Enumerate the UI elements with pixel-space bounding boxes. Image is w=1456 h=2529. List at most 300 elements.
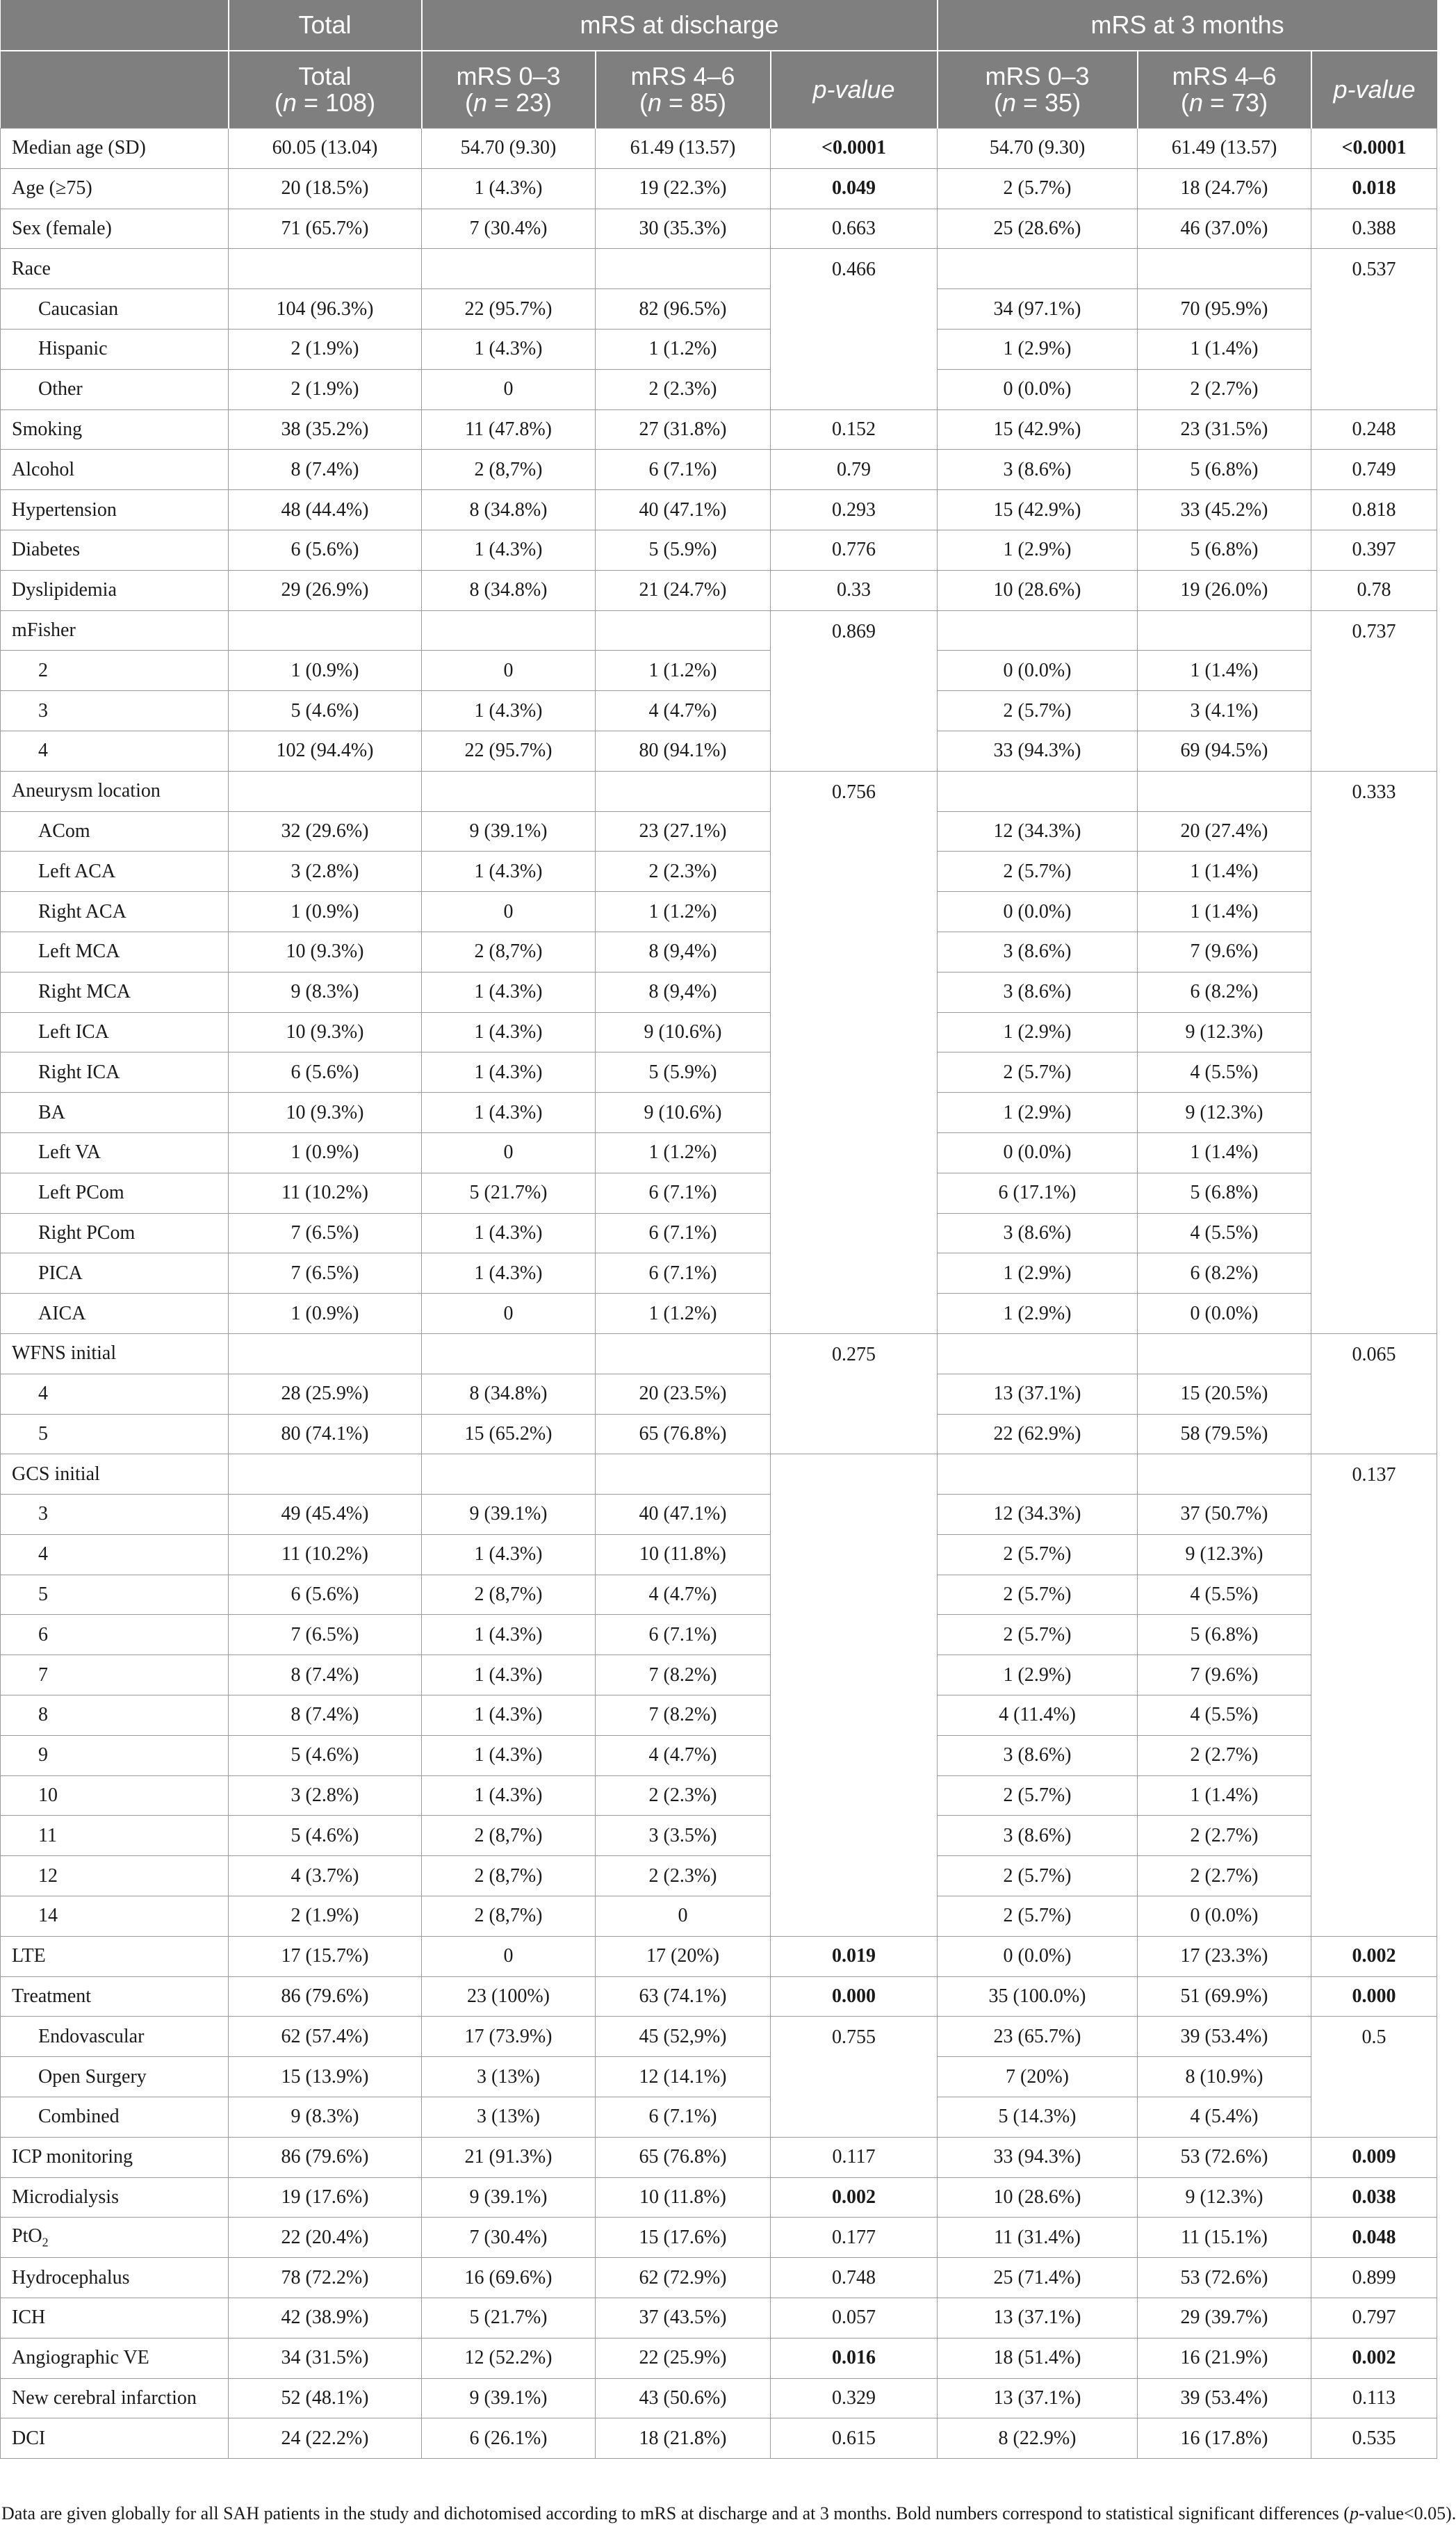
cell-d46: 6 (7.1%) <box>596 2097 771 2138</box>
cell-m03: 34 (97.1%) <box>938 289 1138 330</box>
cell-m03: 2 (5.7%) <box>938 1052 1138 1093</box>
cell-m03: 3 (8.6%) <box>938 972 1138 1012</box>
row-label: PtO$_2$ <box>1 2218 229 2258</box>
cell-d46: 65 (76.8%) <box>596 1414 771 1454</box>
cell-total: 8 (7.4%) <box>229 1696 422 1736</box>
cell-d46: 5 (5.9%) <box>596 530 771 570</box>
cell-mp: 0.899 <box>1311 2258 1437 2298</box>
cell-total: 52 (48.1%) <box>229 2378 422 2418</box>
cell-total: 80 (74.1%) <box>229 1414 422 1454</box>
row-label: 3 <box>1 691 229 731</box>
cell-m46: 6 (8.2%) <box>1138 1253 1311 1294</box>
table-row <box>1 852 1437 892</box>
cell-m46: 2 (2.7%) <box>1138 1856 1311 1896</box>
cell-m03: 3 (8.6%) <box>938 1816 1138 1856</box>
cell-d03 <box>422 771 596 811</box>
cell-total: 8 (7.4%) <box>229 450 422 490</box>
header-empty-cell <box>1 51 229 129</box>
cell-m46: 4 (5.5%) <box>1138 1696 1311 1736</box>
row-label: Left VA <box>1 1132 229 1173</box>
cell-dp: 0.049 <box>771 168 938 209</box>
cell-d03: 1 (4.3%) <box>422 972 596 1012</box>
cell-d03: 1 (4.3%) <box>422 530 596 570</box>
table-row <box>1 1253 1437 1294</box>
cell-d03: 1 (4.3%) <box>422 1534 596 1575</box>
table-row <box>1 409 1437 450</box>
cell-d03: 0 <box>422 1294 596 1334</box>
table-row <box>1 2177 1437 2218</box>
cell-m46: 1 (1.4%) <box>1138 892 1311 932</box>
row-label: 11 <box>1 1816 229 1856</box>
cell-m46: 61.49 (13.57) <box>1138 129 1311 169</box>
cell-d46: 2 (2.3%) <box>596 369 771 409</box>
cell-d46: 82 (96.5%) <box>596 289 771 330</box>
row-label: ICH <box>1 2298 229 2339</box>
cell-total: 86 (79.6%) <box>229 2137 422 2177</box>
row-label: Left PCom <box>1 1173 229 1213</box>
table-row <box>1 1896 1437 1937</box>
cell-m46: 11 (15.1%) <box>1138 2218 1311 2258</box>
row-label: 3 <box>1 1495 229 1535</box>
cell-d03: 16 (69.6%) <box>422 2258 596 2298</box>
cell-dp: 0.755 <box>771 2017 938 2137</box>
cell-d46: 80 (94.1%) <box>596 731 771 771</box>
row-label: Hypertension <box>1 490 229 530</box>
cell-m46: 39 (53.4%) <box>1138 2378 1311 2418</box>
cell-d03: 1 (4.3%) <box>422 1775 596 1816</box>
cell-m03: 4 (11.4%) <box>938 1696 1138 1736</box>
col-label: mRS 0–3 <box>985 62 1090 90</box>
cell-dp: 0.663 <box>771 209 938 249</box>
col-n: (n = 108) <box>274 88 376 117</box>
cell-d46: 6 (7.1%) <box>596 1173 771 1213</box>
col-label: mRS 4–6 <box>1172 62 1277 90</box>
table-footnote: Data are given globally for all SAH patients in the study and dichotomised according to mRS at discharge and at 3 months. Bold numbers correspond to statistical significant differences (p-value<0.05). <box>1 2503 1456 2523</box>
cell-m03: 25 (28.6%) <box>938 209 1138 249</box>
cell-dp: 0.152 <box>771 409 938 450</box>
cell-dp: 0.869 <box>771 610 938 771</box>
cell-m46: 69 (94.5%) <box>1138 731 1311 771</box>
cell-m03 <box>938 771 1138 811</box>
cell-dp: 0.748 <box>771 2258 938 2298</box>
cell-total: 60.05 (13.04) <box>229 129 422 169</box>
cell-mp: 0.113 <box>1311 2378 1437 2418</box>
cell-m46: 33 (45.2%) <box>1138 490 1311 530</box>
cell-m03: 1 (2.9%) <box>938 530 1138 570</box>
cell-m03: 3 (8.6%) <box>938 1213 1138 1253</box>
cell-mp: <0.0001 <box>1311 129 1437 169</box>
cell-total <box>229 1333 422 1374</box>
cell-d46: 1 (1.2%) <box>596 1132 771 1173</box>
row-label: Right PCom <box>1 1213 229 1253</box>
row-label: Right ICA <box>1 1052 229 1093</box>
row-label: Left ICA <box>1 1012 229 1052</box>
cell-d03 <box>422 610 596 651</box>
cell-dp: 0.016 <box>771 2338 938 2378</box>
cell-mp: 0.397 <box>1311 530 1437 570</box>
cell-d03: 1 (4.3%) <box>422 329 596 369</box>
cell-d46: 7 (8.2%) <box>596 1696 771 1736</box>
cell-d03: 2 (8,7%) <box>422 1816 596 1856</box>
col-label: mRS 0–3 <box>456 62 561 90</box>
cell-total: 48 (44.4%) <box>229 490 422 530</box>
cell-d03: 1 (4.3%) <box>422 1655 596 1696</box>
cell-m03: 0 (0.0%) <box>938 1936 1138 1976</box>
cell-d46: 10 (11.8%) <box>596 2177 771 2218</box>
cell-m46: 1 (1.4%) <box>1138 852 1311 892</box>
table-row <box>1 2378 1437 2418</box>
cell-d46: 6 (7.1%) <box>596 1615 771 1655</box>
cell-mp: 0.038 <box>1311 2177 1437 2218</box>
cell-d46: 8 (9,4%) <box>596 932 771 972</box>
cell-d03: 5 (21.7%) <box>422 2298 596 2339</box>
row-label: Median age (SD) <box>1 129 229 169</box>
cell-total: 22 (20.4%) <box>229 2218 422 2258</box>
table-row <box>1 651 1437 691</box>
cell-m46: 29 (39.7%) <box>1138 2298 1311 2339</box>
cell-total <box>229 610 422 651</box>
cell-d46 <box>596 249 771 289</box>
row-label: ICP monitoring <box>1 2137 229 2177</box>
row-label: Left ACA <box>1 852 229 892</box>
cell-total: 62 (57.4%) <box>229 2017 422 2057</box>
table-row <box>1 2418 1437 2459</box>
cell-d03: 23 (100%) <box>422 1976 596 2017</box>
cell-d03: 0 <box>422 892 596 932</box>
row-label: PICA <box>1 1253 229 1294</box>
cell-m03 <box>938 1454 1138 1495</box>
cell-m03 <box>938 249 1138 289</box>
table-row <box>1 1655 1437 1696</box>
row-label: AICA <box>1 1294 229 1334</box>
cell-d03: 8 (34.8%) <box>422 490 596 530</box>
cell-d46: 2 (2.3%) <box>596 1775 771 1816</box>
col-n: (n = 85) <box>639 88 727 117</box>
cell-m46: 16 (21.9%) <box>1138 2338 1311 2378</box>
cell-m46: 53 (72.6%) <box>1138 2258 1311 2298</box>
row-label: Sex (female) <box>1 209 229 249</box>
table-row <box>1 1294 1437 1334</box>
col-n: (n = 73) <box>1180 88 1268 117</box>
cell-mp: 0.018 <box>1311 168 1437 209</box>
cell-d46: 40 (47.1%) <box>596 1495 771 1535</box>
cell-total: 28 (25.9%) <box>229 1374 422 1414</box>
cell-m46: 9 (12.3%) <box>1138 1012 1311 1052</box>
cell-m46: 7 (9.6%) <box>1138 932 1311 972</box>
cell-d03: 12 (52.2%) <box>422 2338 596 2378</box>
header-col-discharge-mrs03 <box>422 51 596 129</box>
cell-dp: 0.293 <box>771 490 938 530</box>
cell-total: 9 (8.3%) <box>229 972 422 1012</box>
cell-m03: 1 (2.9%) <box>938 1294 1138 1334</box>
cell-m03: 5 (14.3%) <box>938 2097 1138 2138</box>
cell-d46: 2 (2.3%) <box>596 1856 771 1896</box>
cell-m46: 4 (5.5%) <box>1138 1213 1311 1253</box>
cell-d46: 20 (23.5%) <box>596 1374 771 1414</box>
cell-d46: 6 (7.1%) <box>596 1253 771 1294</box>
table-row <box>1 771 1437 811</box>
cell-d46: 63 (74.1%) <box>596 1976 771 2017</box>
cell-total: 15 (13.9%) <box>229 2057 422 2097</box>
cell-d03: 2 (8,7%) <box>422 1575 596 1615</box>
cell-dp: 0.002 <box>771 2177 938 2218</box>
cell-m03: 54.70 (9.30) <box>938 129 1138 169</box>
cell-m03: 2 (5.7%) <box>938 1775 1138 1816</box>
row-label: Microdialysis <box>1 2177 229 2218</box>
table-row <box>1 329 1437 369</box>
cell-m03: 2 (5.7%) <box>938 1534 1138 1575</box>
cell-total: 78 (72.2%) <box>229 2258 422 2298</box>
cell-m46 <box>1138 610 1311 651</box>
cell-m03: 10 (28.6%) <box>938 570 1138 610</box>
cell-m03: 0 (0.0%) <box>938 1132 1138 1173</box>
cell-m03: 6 (17.1%) <box>938 1173 1138 1213</box>
header-row-groups <box>1 0 1437 51</box>
cell-d46: 0 <box>596 1896 771 1937</box>
header-group-total: Total <box>229 0 422 51</box>
cell-dp: <0.0001 <box>771 129 938 169</box>
cell-d46: 6 (7.1%) <box>596 450 771 490</box>
cell-dp <box>771 1454 938 1937</box>
table-row <box>1 1132 1437 1173</box>
cell-d46: 30 (35.3%) <box>596 209 771 249</box>
cell-total: 42 (38.9%) <box>229 2298 422 2339</box>
cell-m46: 9 (12.3%) <box>1138 1093 1311 1133</box>
cell-m03: 12 (34.3%) <box>938 1495 1138 1535</box>
cell-total: 3 (2.8%) <box>229 852 422 892</box>
table-row <box>1 1735 1437 1775</box>
cell-dp: 0.117 <box>771 2137 938 2177</box>
cell-m46: 4 (5.4%) <box>1138 2097 1311 2138</box>
row-label: Open Surgery <box>1 2057 229 2097</box>
table-row <box>1 972 1437 1012</box>
cell-m03: 35 (100.0%) <box>938 1976 1138 2017</box>
cell-m46: 51 (69.9%) <box>1138 1976 1311 2017</box>
cell-mp: 0.002 <box>1311 2338 1437 2378</box>
cell-d03: 9 (39.1%) <box>422 2177 596 2218</box>
row-label: 4 <box>1 1374 229 1414</box>
cell-m03: 2 (5.7%) <box>938 1575 1138 1615</box>
cell-d03: 22 (95.7%) <box>422 289 596 330</box>
cell-d03 <box>422 1333 596 1374</box>
table-row <box>1 1936 1437 1976</box>
cell-mp: 0.065 <box>1311 1333 1437 1454</box>
cell-m03: 13 (37.1%) <box>938 2378 1138 2418</box>
table-row <box>1 1495 1437 1535</box>
cell-d46: 3 (3.5%) <box>596 1816 771 1856</box>
cell-m03: 3 (8.6%) <box>938 1735 1138 1775</box>
cell-d46: 6 (7.1%) <box>596 1213 771 1253</box>
row-label: Other <box>1 369 229 409</box>
cell-d03: 0 <box>422 1132 596 1173</box>
cell-d03: 3 (13%) <box>422 2097 596 2138</box>
cell-m03: 23 (65.7%) <box>938 2017 1138 2057</box>
cell-total: 7 (6.5%) <box>229 1615 422 1655</box>
cell-dp: 0.329 <box>771 2378 938 2418</box>
cell-d46: 4 (4.7%) <box>596 1735 771 1775</box>
cell-total: 49 (45.4%) <box>229 1495 422 1535</box>
row-label: Right MCA <box>1 972 229 1012</box>
cell-mp: 0.048 <box>1311 2218 1437 2258</box>
cell-m46: 19 (26.0%) <box>1138 570 1311 610</box>
cell-d03: 7 (30.4%) <box>422 2218 596 2258</box>
row-label: 6 <box>1 1615 229 1655</box>
cell-total: 6 (5.6%) <box>229 1052 422 1093</box>
cell-d03: 1 (4.3%) <box>422 1052 596 1093</box>
cell-total: 6 (5.6%) <box>229 530 422 570</box>
table-row <box>1 1454 1437 1495</box>
cell-d46: 21 (24.7%) <box>596 570 771 610</box>
cell-d46: 17 (20%) <box>596 1936 771 1976</box>
cell-m03: 0 (0.0%) <box>938 651 1138 691</box>
row-label: BA <box>1 1093 229 1133</box>
cell-total: 19 (17.6%) <box>229 2177 422 2218</box>
row-label: 9 <box>1 1735 229 1775</box>
cell-d03: 8 (34.8%) <box>422 570 596 610</box>
cell-m46: 15 (20.5%) <box>1138 1374 1311 1414</box>
cell-d03: 22 (95.7%) <box>422 731 596 771</box>
cell-d03: 1 (4.3%) <box>422 1093 596 1133</box>
cell-m46: 0 (0.0%) <box>1138 1294 1311 1334</box>
cell-total: 2 (1.9%) <box>229 1896 422 1937</box>
cell-d03: 1 (4.3%) <box>422 691 596 731</box>
cell-d46: 40 (47.1%) <box>596 490 771 530</box>
cell-d03: 17 (73.9%) <box>422 2017 596 2057</box>
table-row <box>1 2338 1437 2378</box>
cell-d03: 6 (26.1%) <box>422 2418 596 2459</box>
table-row <box>1 1414 1437 1454</box>
row-label: Alcohol <box>1 450 229 490</box>
row-label: Left MCA <box>1 932 229 972</box>
table-row <box>1 289 1437 330</box>
cell-m46: 2 (2.7%) <box>1138 1735 1311 1775</box>
cell-d03: 7 (30.4%) <box>422 209 596 249</box>
row-label: 12 <box>1 1856 229 1896</box>
cell-dp: 0.79 <box>771 450 938 490</box>
cell-m03: 2 (5.7%) <box>938 1615 1138 1655</box>
table-body <box>1 129 1437 2459</box>
cell-m03: 0 (0.0%) <box>938 369 1138 409</box>
cell-mp: 0.248 <box>1311 409 1437 450</box>
cell-d03: 0 <box>422 1936 596 1976</box>
table-row <box>1 2017 1437 2057</box>
cell-m46: 4 (5.5%) <box>1138 1575 1311 1615</box>
cell-d03: 3 (13%) <box>422 2057 596 2097</box>
cell-m03: 25 (71.4%) <box>938 2258 1138 2298</box>
cell-mp: 0.002 <box>1311 1936 1437 1976</box>
cell-m46: 53 (72.6%) <box>1138 2137 1311 2177</box>
cell-dp: 0.000 <box>771 1976 938 2017</box>
header-row-columns <box>1 51 1437 129</box>
cell-m46: 17 (23.3%) <box>1138 1936 1311 1976</box>
table-row <box>1 1696 1437 1736</box>
row-label: mFisher <box>1 610 229 651</box>
cell-d03: 2 (8,7%) <box>422 1856 596 1896</box>
cell-m03: 2 (5.7%) <box>938 852 1138 892</box>
cell-m46: 1 (1.4%) <box>1138 329 1311 369</box>
cell-m46: 20 (27.4%) <box>1138 811 1311 852</box>
cell-m46 <box>1138 249 1311 289</box>
cell-d46: 10 (11.8%) <box>596 1534 771 1575</box>
cell-d03: 54.70 (9.30) <box>422 129 596 169</box>
cell-m46: 1 (1.4%) <box>1138 1132 1311 1173</box>
row-label: Treatment <box>1 1976 229 2017</box>
cell-total: 1 (0.9%) <box>229 1294 422 1334</box>
table-row <box>1 450 1437 490</box>
col-label: mRS 4–6 <box>630 62 735 90</box>
row-label: 2 <box>1 651 229 691</box>
table-row <box>1 1615 1437 1655</box>
cell-d03: 1 (4.3%) <box>422 1735 596 1775</box>
cell-total: 8 (7.4%) <box>229 1655 422 1696</box>
cell-m03: 2 (5.7%) <box>938 168 1138 209</box>
cell-mp: 0.388 <box>1311 209 1437 249</box>
row-label: Endovascular <box>1 2017 229 2057</box>
cell-d03: 8 (34.8%) <box>422 1374 596 1414</box>
cell-d46: 9 (10.6%) <box>596 1012 771 1052</box>
cell-d46: 1 (1.2%) <box>596 1294 771 1334</box>
table-row <box>1 168 1437 209</box>
cell-d03: 11 (47.8%) <box>422 409 596 450</box>
cell-total: 71 (65.7%) <box>229 209 422 249</box>
table-row <box>1 932 1437 972</box>
cell-total: 7 (6.5%) <box>229 1213 422 1253</box>
col-n: (n = 23) <box>464 88 553 117</box>
cell-d46: 8 (9,4%) <box>596 972 771 1012</box>
table-row <box>1 1173 1437 1213</box>
cell-m46: 70 (95.9%) <box>1138 289 1311 330</box>
cell-m46: 1 (1.4%) <box>1138 1775 1311 1816</box>
cell-m46: 5 (6.8%) <box>1138 1173 1311 1213</box>
cell-mp: 0.009 <box>1311 2137 1437 2177</box>
cell-d03 <box>422 249 596 289</box>
table-row <box>1 1976 1437 2017</box>
table-row <box>1 369 1437 409</box>
table-row <box>1 610 1437 651</box>
row-label: Combined <box>1 2097 229 2138</box>
row-label: Smoking <box>1 409 229 450</box>
cell-d03: 1 (4.3%) <box>422 168 596 209</box>
cell-m46: 58 (79.5%) <box>1138 1414 1311 1454</box>
table-row <box>1 209 1437 249</box>
row-label: 14 <box>1 1896 229 1937</box>
header-col-3months-mrs03 <box>938 51 1138 129</box>
cell-d46: 22 (25.9%) <box>596 2338 771 2378</box>
cell-m03: 33 (94.3%) <box>938 2137 1138 2177</box>
table-row <box>1 1856 1437 1896</box>
cell-m46: 3 (4.1%) <box>1138 691 1311 731</box>
cell-m46: 0 (0.0%) <box>1138 1896 1311 1937</box>
table-row <box>1 1374 1437 1414</box>
cell-total: 24 (22.2%) <box>229 2418 422 2459</box>
cell-mp: 0.537 <box>1311 249 1437 409</box>
cell-d03: 9 (39.1%) <box>422 1495 596 1535</box>
cell-total: 2 (1.9%) <box>229 369 422 409</box>
cell-m03: 0 (0.0%) <box>938 892 1138 932</box>
cell-mp: 0.535 <box>1311 2418 1437 2459</box>
cell-d46: 1 (1.2%) <box>596 651 771 691</box>
cell-m03: 15 (42.9%) <box>938 409 1138 450</box>
table-row <box>1 1213 1437 1253</box>
cell-d46: 45 (52,9%) <box>596 2017 771 2057</box>
cell-total: 102 (94.4%) <box>229 731 422 771</box>
table-row <box>1 249 1437 289</box>
cell-d46: 65 (76.8%) <box>596 2137 771 2177</box>
cell-total: 5 (4.6%) <box>229 1816 422 1856</box>
cell-m46: 2 (2.7%) <box>1138 1816 1311 1856</box>
cell-total: 34 (31.5%) <box>229 2338 422 2378</box>
cell-d03: 2 (8,7%) <box>422 1896 596 1937</box>
